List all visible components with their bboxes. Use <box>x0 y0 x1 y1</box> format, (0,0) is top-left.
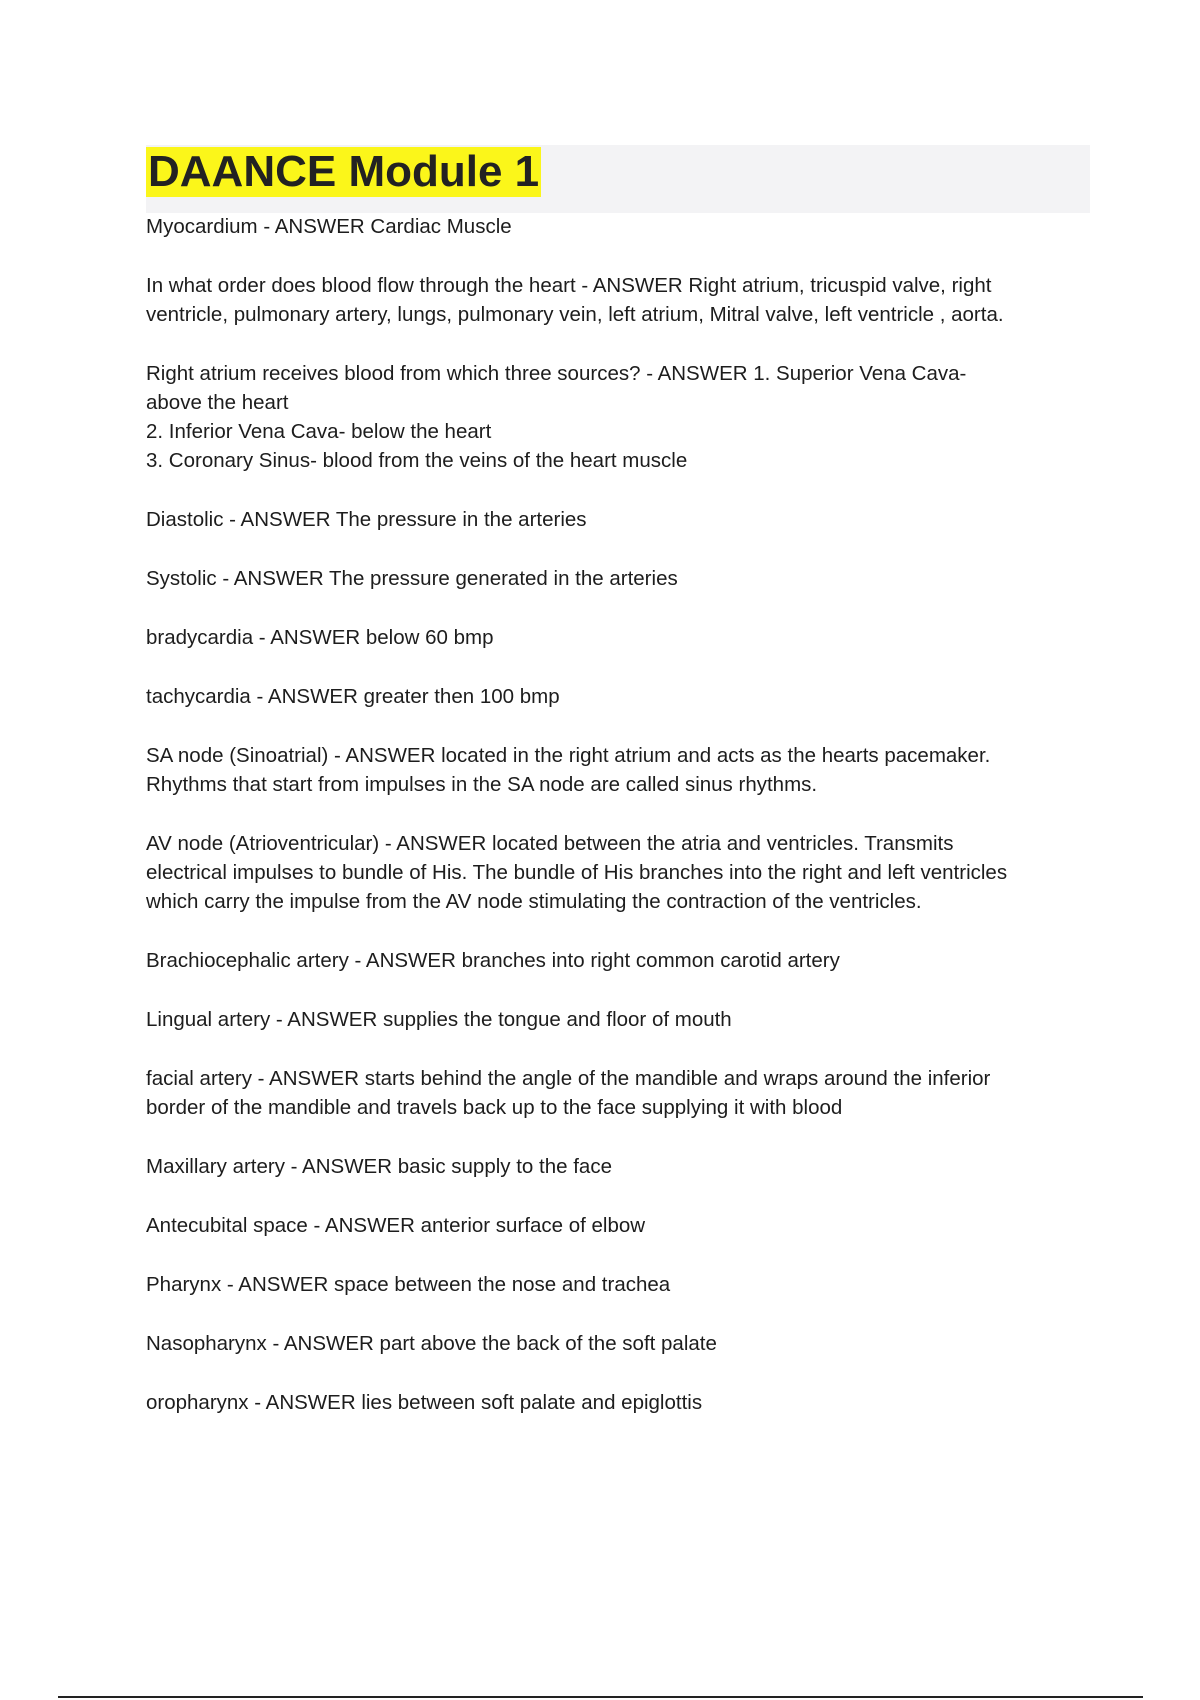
qa-entry <box>146 359 1096 475</box>
qa-entry-line: oropharynx - ANSWER lies between soft palate and epiglottis <box>146 1391 703 1414</box>
qa-entry-line: Pharynx - ANSWER space between the nose and trachea <box>146 1273 671 1296</box>
qa-entry <box>146 1270 1096 1299</box>
qa-entry <box>146 505 1096 534</box>
footer-divider <box>58 1696 1143 1698</box>
qa-entry <box>146 682 1096 711</box>
qa-entry-line: Lingual artery - ANSWER supplies the tongue and floor of mouth <box>146 1008 732 1031</box>
qa-entry-line: Nasopharynx - ANSWER part above the back of the soft palate <box>146 1332 717 1355</box>
qa-entry-line: Systolic - ANSWER The pressure generated in the arteries <box>146 567 678 590</box>
qa-entry-line: Brachiocephalic artery - ANSWER branches into right common carotid artery <box>146 949 840 972</box>
qa-entry-line: above the heart <box>146 391 289 414</box>
qa-entry-line: bradycardia - ANSWER below 60 bmp <box>146 626 494 649</box>
qa-entry <box>146 1152 1096 1181</box>
qa-entry <box>146 212 1096 241</box>
qa-entry-line: Maxillary artery - ANSWER basic supply to the face <box>146 1155 612 1178</box>
qa-list <box>146 212 1096 1447</box>
qa-entry-line: Diastolic - ANSWER The pressure in the arteries <box>146 508 587 531</box>
qa-entry <box>146 829 1096 916</box>
document-title: DAANCE Module 1 <box>148 147 540 196</box>
qa-entry-line: tachycardia - ANSWER greater then 100 bmp <box>146 685 560 708</box>
qa-entry-line: 3. Coronary Sinus- blood from the veins of the heart muscle <box>146 449 688 472</box>
qa-entry <box>146 946 1096 975</box>
qa-entry <box>146 1211 1096 1240</box>
qa-entry <box>146 623 1096 652</box>
qa-entry <box>146 1005 1096 1034</box>
qa-entry-line: 2. Inferior Vena Cava- below the heart <box>146 420 492 443</box>
qa-entry-line: SA node (Sinoatrial) - ANSWER located in the right atrium and acts as the hearts pacemaker. <box>146 744 991 767</box>
qa-entry-line: electrical impulses to bundle of His. The bundle of His branches into the right and left ventricles <box>146 861 1008 884</box>
qa-entry-line: Rhythms that start from impulses in the SA node are called sinus rhythms. <box>146 773 818 796</box>
qa-entry <box>146 741 1096 799</box>
qa-entry <box>146 1388 1096 1417</box>
qa-entry-line: border of the mandible and travels back up to the face supplying it with blood <box>146 1096 843 1119</box>
qa-entry-line: Myocardium - ANSWER Cardiac Muscle <box>146 215 512 238</box>
qa-entry-line: ventricle, pulmonary artery, lungs, pulmonary vein, left atrium, Mitral valve, left ventricle , aorta. <box>146 303 1004 326</box>
qa-entry-line: facial artery - ANSWER starts behind the angle of the mandible and wraps around the inferior <box>146 1067 991 1090</box>
qa-entry <box>146 564 1096 593</box>
qa-entry <box>146 1064 1096 1122</box>
qa-entry-line: Antecubital space - ANSWER anterior surface of elbow <box>146 1214 646 1237</box>
qa-entry-line: which carry the impulse from the AV node stimulating the contraction of the ventricles. <box>146 890 922 913</box>
qa-entry-line: Right atrium receives blood from which three sources? - ANSWER 1. Superior Vena Cava- <box>146 362 967 385</box>
qa-entry-line: In what order does blood flow through the heart - ANSWER Right atrium, tricuspid valve, right <box>146 274 992 297</box>
qa-entry-line: AV node (Atrioventricular) - ANSWER located between the atria and ventricles. Transmits <box>146 832 954 855</box>
qa-entry <box>146 1329 1096 1358</box>
qa-entry <box>146 271 1096 329</box>
